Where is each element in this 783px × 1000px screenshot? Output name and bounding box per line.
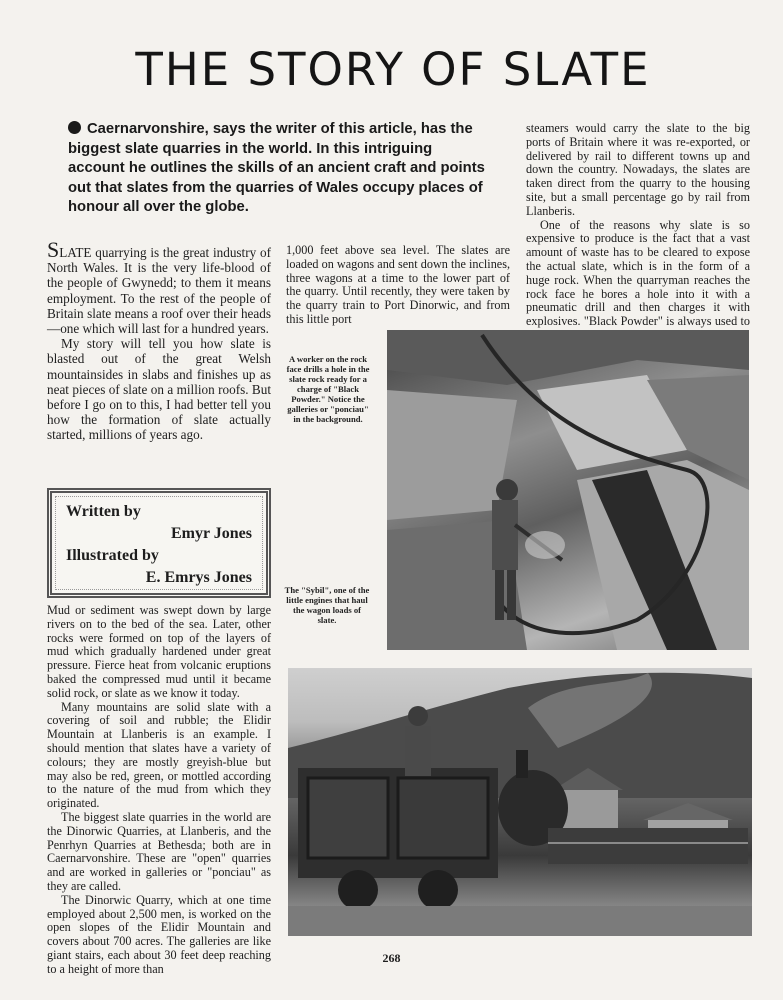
paragraph: Mud or sediment was swept down by large rivers on to the bed of the sea. Later, other rocks were formed on top of the layers of mud which gradually hardened under great pressure. Fierce heat from volcanic eruptions baked the compressed mud until it became solid rock, or slate as we know it today. bbox=[47, 603, 271, 700]
body-column-2 bbox=[286, 244, 510, 327]
paragraph: My story will tell you how slate is blasted out of the great Welsh mountainsides in slabs and finishes up as neat pieces of slate on a million roofs. But before I go on to this, I had better tell you how the formation of slate actually started, millions of years ago. bbox=[47, 336, 271, 443]
illustrated-by-label: Illustrated by bbox=[66, 547, 159, 564]
paragraph: Many mountains are solid slate with a covering of soil and rubble; the Elidir Mountain at Llanberis is an example. I should mention that slates have a variety of colours; they are mostly greyish-blue but may also be red, green, or mottled according to the nature of the mud from which they originated. bbox=[47, 699, 271, 811]
paragraph: steamers would carry the slate to the big ports of Britain where it was re-exported, or delivered by rail to different towns up and down the country. Nowadays, the slates are taken direct from the quarry to the housing site, but a small percentage go by rail from Llanberis. bbox=[526, 121, 750, 218]
article-title: THE STORY OF SLATE bbox=[135, 43, 651, 96]
body-column-4 bbox=[47, 604, 271, 977]
drop-cap: S bbox=[47, 237, 60, 262]
paragraph: 1,000 feet above sea level. The slates are loaded on wagons and sent down the inclines, three wagons at a time to the lower part of the quarry. Until recently, they were taken by the quarry train to Port Dinorwic, and from this little port bbox=[286, 243, 510, 326]
quarry-rock-face-illustration bbox=[387, 330, 749, 650]
paragraph bbox=[47, 237, 271, 337]
page-number: 268 bbox=[382, 951, 401, 965]
quarry-worker-photo bbox=[387, 330, 749, 650]
paragraph: One of the reasons why slate is so expensive to produce is the fact that a vast amount of waste has to be cleared to expose the actual slate, which is in the form of a huge rock. When the quarryman reaches the rock face he bores a hole into it with a pneumatic drill and then charges it with explosives. "Black Powder" is always used to bbox=[526, 217, 750, 329]
photo-caption-engine: The "Sybil", one of the little engines that haul the wagon loads of slate. bbox=[284, 585, 370, 625]
sybil-locomotive-illustration bbox=[288, 668, 752, 936]
bullet-icon bbox=[68, 121, 81, 134]
paragraph: The biggest slate quarries in the world are the Dinorwic Quarries, at Llanberis, and the Penrhyn Quarries at Bethesda; both are in Caernarvonshire. These are "open" quarries and are worked in galleries or "ponciau" as they are called. bbox=[47, 809, 271, 893]
illustrator-name: E. Emrys Jones bbox=[145, 569, 252, 586]
byline-box bbox=[47, 488, 271, 598]
paragraph: The Dinorwic Quarry, which at one time employed about 2,500 men, is worked on the open slopes of the Elidir Mountain and covers about 700 acres. The galleries are like giant stairs, each about 30 feet deep reaching to a height of more than bbox=[47, 892, 271, 976]
body-column-1 bbox=[47, 237, 271, 443]
locomotive-photo bbox=[288, 668, 752, 936]
author-name: Emyr Jones bbox=[170, 525, 252, 542]
article-intro bbox=[68, 120, 492, 218]
intro-text: Caernarvonshire, says the writer of this article, has the biggest slate quarries in the world. In this intriguing account he outlines the skills of an ancient craft and points out that slates from the quarries of Wales occupy places of honour all over the globe. bbox=[68, 121, 485, 216]
body-column-3 bbox=[526, 122, 750, 343]
written-by-label: Written by bbox=[66, 503, 141, 520]
photo-caption-driller: A worker on the rock face drills a hole in the slate rock ready for a charge of "Black Powder." Notice the galleries or "ponciau" in the background. bbox=[286, 354, 370, 424]
paragraph-text: LATE quarrying is the great industry of North Wales. It is the very life-blood of the people of Gwynedd; to them it means employment. To the rest of the people of Britain slate means a roof over their heads—one which will last for a hundred years. bbox=[47, 245, 271, 337]
